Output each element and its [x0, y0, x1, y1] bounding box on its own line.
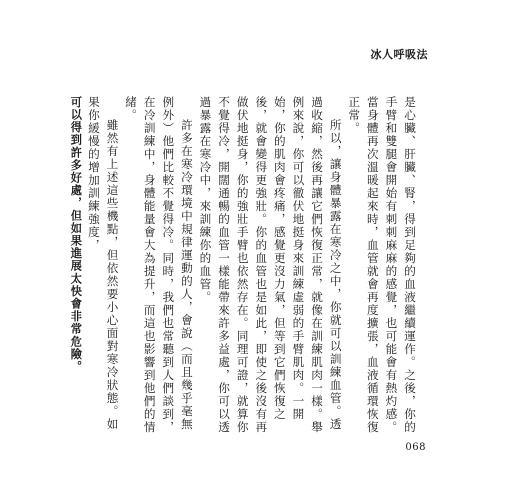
paragraph-2: 所以，讓身體暴露在寒冷之中，你就可以訓練血管。透過收縮，然後再讓它們恢復正常，就像在訓練肌肉一樣。舉例來說，你可以徹伏地挺身來訓練虛弱的手臂肌肉。一開始，你的肌肉會疼痛，感覺更沒力氣，但等到它們恢復之後，就會變得更強壯。你的血管也是如此，即使之後沒有再做伏地挺身，你的強壯手臂也依然存在。同理可證，就算你不覺得冷，開闊通暢的血管一樣能帶來許多益處，你可以透過暴露在寒冷中，來訓練你的血管。 — [198, 96, 343, 434]
page-number: 068 — [405, 442, 426, 453]
paragraph-1: 是心臟、肝臟、腎，得到足夠的血液繼續運作。之後，你的手臂和雙腿會開始有刺刺麻麻的感覺，也可能會有熱灼感。當身體再次溫暖起來時，血管就會再度擴張，血液循環恢復正常。 — [347, 96, 417, 434]
body-text — [69, 96, 419, 436]
paragraph-4: 雖然有上述這些機點，但依然要小心面對寒冷狀態。如果你緩慢的增加訓練強度， — [86, 96, 120, 432]
emphasis-paragraph: 可以得到許多好處，但如果進展太快會非常危險。 — [69, 96, 83, 374]
paragraph-3: 許多在寒冷環境中規律運動的人，會說（而且幾乎毫無例外）他們比較不覺得冷。同時，我們也常聽到人們談到，在冷訓練中，身體能量會大為提升，而這也影響到他們的情緒。 — [124, 96, 194, 434]
running-header: 冰人呼吸法 — [370, 48, 428, 61]
